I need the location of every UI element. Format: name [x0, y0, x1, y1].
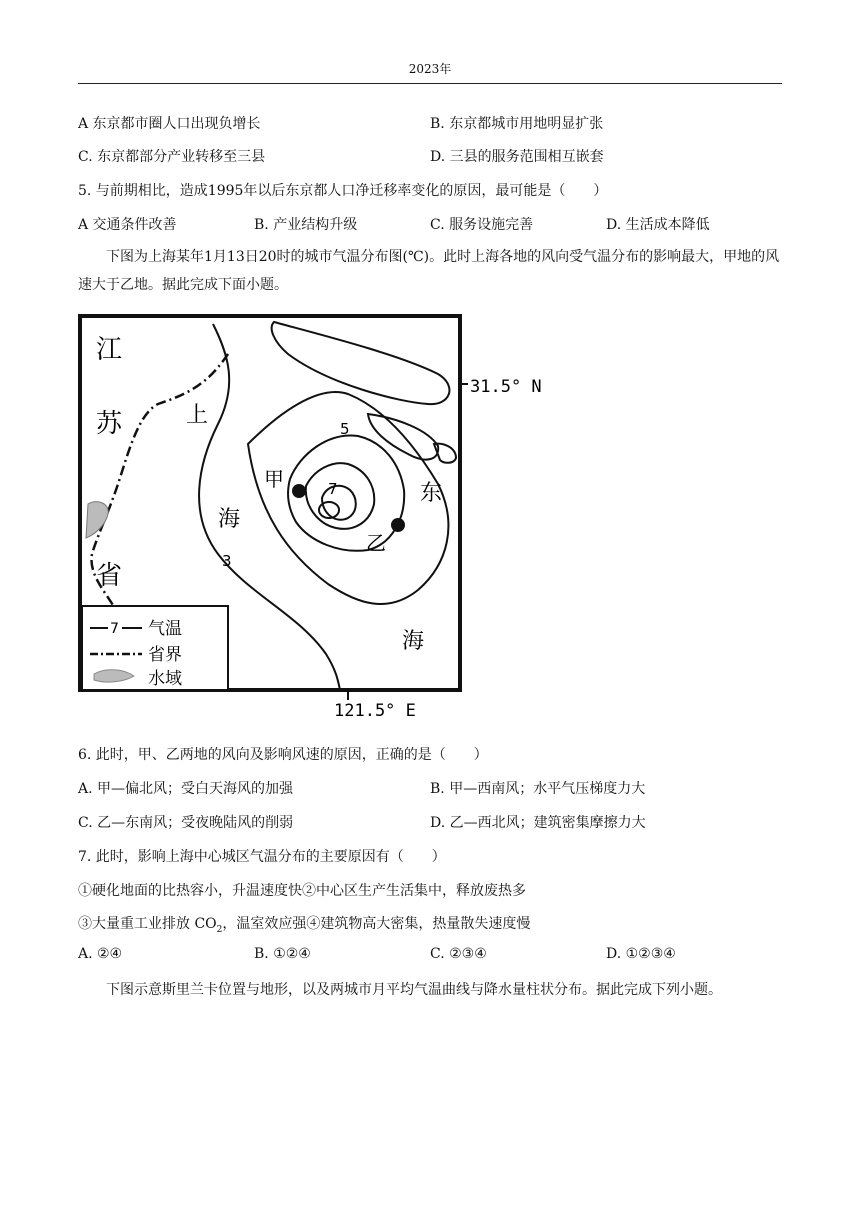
q6-option-b[interactable]: B. 甲—西南风；水平气压梯度力大	[430, 781, 646, 797]
q7-statement-line1: ①硬化地面的比热容小，升温速度快②中心区生产生活集中，释放废热多	[78, 883, 526, 899]
q7-line2-subscript: 2	[216, 924, 223, 935]
q7-option-c[interactable]: C. ②③④	[430, 946, 487, 962]
legend-temp: 气温	[148, 619, 182, 639]
point-yi-marker	[391, 518, 405, 532]
label-jiang: 江	[96, 335, 123, 365]
label-yi: 乙	[366, 531, 386, 555]
label-hai-east: 海	[402, 629, 425, 654]
q5-option-c[interactable]: C. 服务设施完善	[430, 217, 534, 233]
label-iso-7: 7	[328, 480, 338, 498]
legend-water: 水域	[148, 669, 182, 689]
island-north	[272, 322, 450, 404]
header-year: 2023年	[408, 62, 452, 76]
q4-option-b[interactable]: B. 东京都城市用地明显扩张	[430, 116, 604, 132]
label-iso-5: 5	[340, 420, 350, 438]
q6-stem: 6. 此时，甲、乙两地的风向及影响风速的原因，正确的是（ ）	[78, 747, 488, 763]
label-lon: 121.5° E	[334, 701, 416, 721]
label-shang: 上	[186, 403, 209, 428]
q7-line2-part-a: ③大量重工业排放 CO	[78, 916, 217, 932]
q7-option-d[interactable]: D. ①②③④	[606, 946, 676, 962]
q4-option-a[interactable]: A 东京都市圈人口出现负增长	[78, 116, 261, 132]
label-iso-3: 3	[222, 552, 232, 570]
point-jia-marker	[292, 484, 306, 498]
shanghai-temperature-map	[78, 314, 558, 724]
legend-border: 省界	[148, 645, 182, 665]
q7-stem: 7. 此时，影响上海中心城区气温分布的主要原因有（ ）	[78, 849, 446, 865]
page-header	[78, 60, 782, 84]
q4-option-d[interactable]: D. 三县的服务范围相互嵌套	[430, 149, 604, 165]
q6-option-d[interactable]: D. 乙—西北风；建筑密集摩擦力大	[430, 815, 646, 831]
srilanka-intro: 下图示意斯里兰卡位置与地形，以及两城市月平均气温曲线与降水量柱状分布。据此完成下列小题。	[106, 982, 722, 998]
inland-water	[86, 502, 108, 538]
shanghai-intro: 下图为上海某年1月13日20时的城市气温分布图(℃)。此时上海各地的风向受气温分布的影响最大，甲地的风速大于乙地。据此完成下面小题。	[78, 249, 780, 293]
label-dong: 东	[420, 481, 443, 506]
q6-option-c[interactable]: C. 乙—东南风；受夜晚陆风的削弱	[78, 815, 294, 831]
q7-line2-part-b: ，温室效应强④建筑物高大密集，热量散失速度慢	[222, 916, 531, 932]
q7-option-a[interactable]: A. ②④	[78, 946, 123, 962]
label-su: 苏	[96, 409, 123, 439]
label-lat: 31.5° N	[470, 377, 542, 397]
q5-option-d[interactable]: D. 生活成本降低	[606, 217, 710, 233]
label-hai-west: 海	[218, 507, 241, 532]
label-sheng: 省	[96, 561, 123, 591]
q5-option-a[interactable]: A 交通条件改善	[78, 217, 177, 233]
label-jia: 甲	[264, 467, 284, 491]
q6-option-a[interactable]: A. 甲—偏北风；受白天海风的加强	[78, 781, 294, 797]
q5-option-b[interactable]: B. 产业结构升级	[254, 217, 358, 233]
legend-iso-sample: 7	[110, 621, 119, 637]
q4-option-c[interactable]: C. 东京都部分产业转移至三县	[78, 149, 266, 165]
q5-stem: 5. 与前期相比，造成1995年以后东京都人口净迁移率变化的原因，最可能是（ ）	[78, 183, 608, 199]
q7-option-b[interactable]: B. ①②④	[254, 946, 311, 962]
q7-statement-line2	[78, 913, 530, 935]
